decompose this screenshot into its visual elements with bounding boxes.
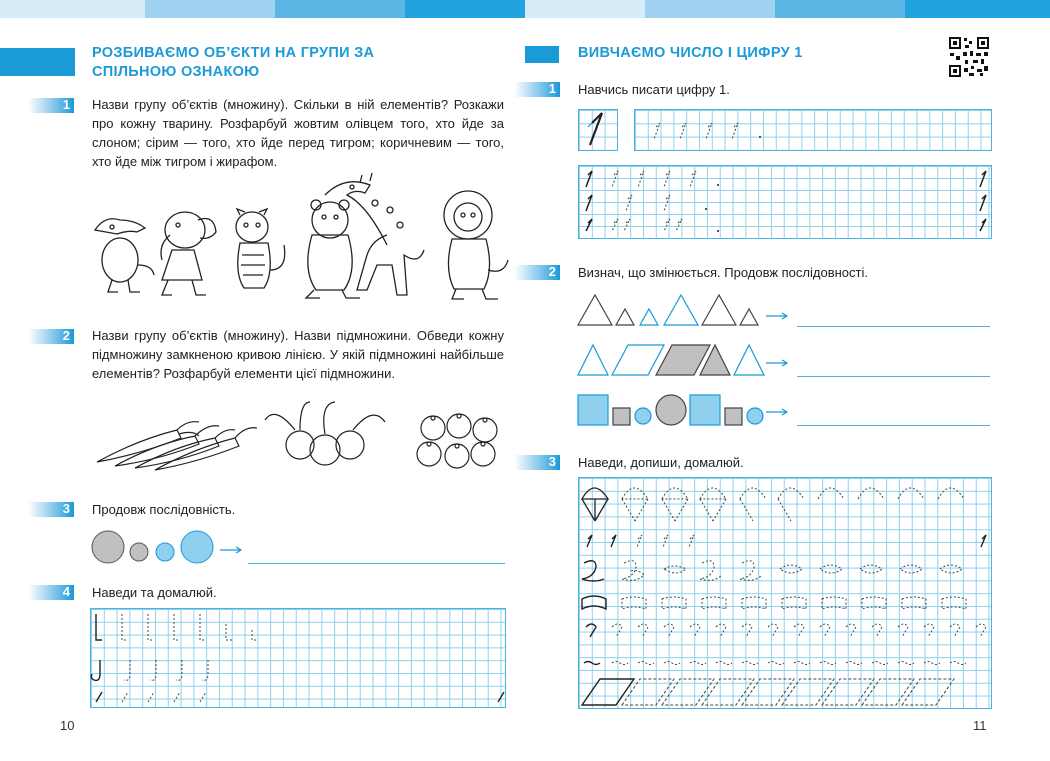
task-text: Навчись писати цифру 1. (578, 82, 730, 97)
qr-code-icon (948, 36, 990, 78)
circles-sequence (90, 528, 510, 568)
task-badge: 2 (514, 265, 560, 280)
arrow-right-icon (220, 547, 241, 553)
top-bar-segment (775, 0, 905, 18)
tomato-figure (471, 442, 495, 466)
digit-tracing-row (634, 109, 990, 149)
top-bar-segment (145, 0, 275, 18)
giraffe-figure (325, 173, 424, 295)
answer-line (248, 563, 505, 564)
task-text: Назви групу об’єктів (множину). Назви підмножини. Обведи кожну підмножину замкненою кривою лінією. У якій підмножині найбільше елементів? Розфарбуй елементи цієї підмножини. (92, 328, 504, 381)
task-badge: 2 (28, 329, 74, 344)
top-bar-segment (525, 0, 645, 18)
task-text: Назви групу об’єктів (множину). Скільки в ній елементів? Розкажи про кожну тварину. Розфарбуй жовтим олівцем того, хто йде за слоном; сірим — того, хто йде перед тигром; коричневим — того, хто йде між тигром і жирафом. (92, 97, 504, 169)
beet-figure (265, 402, 314, 459)
answer-line (797, 326, 990, 327)
top-bar-segment (275, 0, 405, 18)
elephant-figure (161, 212, 216, 295)
tracing-figures (578, 477, 990, 707)
top-bar-segment (905, 0, 1050, 18)
top-bar-segment (0, 0, 145, 18)
page-number-right: 11 (973, 718, 987, 733)
sequence-row-1 (578, 295, 787, 325)
top-bar-segment (405, 0, 525, 18)
beet-figure (336, 415, 385, 459)
digit-one-sample (578, 109, 616, 149)
lion-figure (444, 191, 508, 299)
grey-circle-large (92, 531, 124, 563)
arrow-right-icon (766, 360, 787, 366)
parachute-figure (582, 488, 608, 521)
grey-circle-small (130, 543, 148, 561)
task-text: Наведи, допиши, домалюй. (578, 455, 744, 470)
task-badge: 1 (514, 82, 560, 97)
page-title-left: РОЗБИВАЄМО ОБ’ЄКТИ НА ГРУПИ ЗА СПІЛЬНОЮ ОЗНАКОЮ (92, 45, 375, 80)
vegetables-illustration (95, 400, 505, 475)
bear-figure (306, 200, 360, 298)
task-badge: 3 (28, 502, 74, 517)
tiger-figure (236, 209, 285, 288)
task-text: Визнач, що змінюється. Продовж послідовності. (578, 265, 868, 280)
digit-writing-rows (578, 165, 990, 237)
tomato-figure (445, 444, 469, 468)
sequence-row-2 (578, 345, 787, 375)
page-number-left: 10 (60, 718, 75, 733)
title-marker (525, 46, 559, 63)
animals-illustration (90, 175, 510, 300)
task-text: Продовж послідовність. (92, 502, 236, 517)
arrow-right-icon (766, 313, 787, 319)
title-marker (0, 48, 75, 76)
answer-line (797, 376, 990, 377)
shape-sequences (576, 290, 996, 430)
sequence-row-3 (578, 395, 787, 425)
tracing-hooks (90, 608, 504, 706)
task-badge: 4 (28, 585, 74, 600)
page-title-right: ВИВЧАЄМО ЧИСЛО І ЦИФРУ 1 (578, 45, 803, 61)
tomato-figure (473, 418, 497, 442)
task-badge: 3 (514, 455, 560, 470)
crocodile-figure (95, 219, 154, 292)
top-bar-segment (645, 0, 775, 18)
carrot-figure (155, 428, 257, 470)
task-text: Наведи та домалюй. (92, 585, 217, 600)
task-badge: 1 (28, 98, 74, 113)
tomato-figure (447, 414, 471, 438)
tomato-figure (421, 416, 445, 440)
arrow-right-icon (766, 409, 787, 415)
blue-circle-small (156, 543, 174, 561)
tomato-figure (417, 442, 441, 466)
blue-circle-large (181, 531, 213, 563)
answer-line (797, 425, 990, 426)
beet-figure (310, 402, 340, 465)
